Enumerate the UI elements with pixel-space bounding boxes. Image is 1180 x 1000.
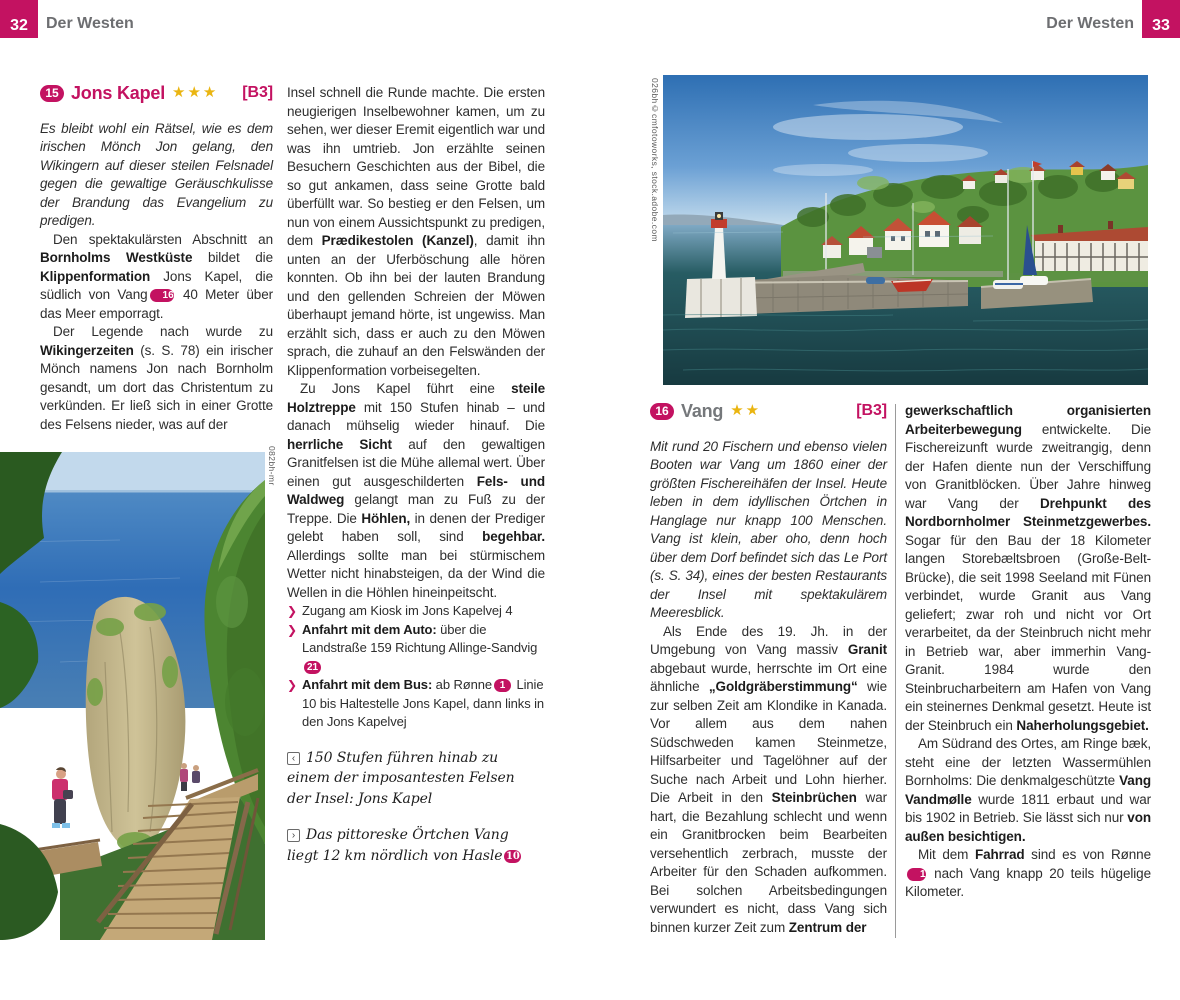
text-run: über die Landstraße 159 Richtung Allinge-Sandvig bbox=[302, 621, 538, 655]
text-run: Drehpunkt des Nordbornholmer Steinmetzgewerbes. bbox=[905, 495, 1152, 529]
text-run: Naherholungsgebiet. bbox=[1016, 717, 1149, 733]
right-page-column-2 bbox=[905, 402, 1151, 902]
text-run: , damit ihn unten an der Uferböschung alle hören konnten. Ob ihn bei der lauten Brandung und den gellenden Schreien der Möwen überhaupt jemand hörte, ist ungewiss. Man erzählt sich, dass er auch zu den Möwen sprach, die zuhauf an den Felswänden der Klippenformation vorbeisegelten. bbox=[287, 233, 545, 378]
grid-reference: [B3] bbox=[242, 84, 273, 101]
bushes-bottom-left bbox=[0, 824, 58, 940]
text-run: auf den gewaltigen Granitfelsen ist die Mühe allemal wert. Über einen gut ausgeschilderten bbox=[287, 436, 545, 489]
practical-info-text bbox=[302, 602, 545, 621]
text-run: Granit bbox=[847, 642, 887, 657]
text-run: „Goldgräberstimmung“ bbox=[708, 679, 858, 694]
practical-info-text bbox=[302, 676, 545, 732]
text-run: Linie 10 bis Haltestelle Jons Kapel, dann links in den Jons Kapelvej bbox=[302, 677, 545, 729]
bullet-arrow-icon: ❯ bbox=[287, 622, 297, 637]
walkers-on-path bbox=[180, 763, 200, 791]
map-locator-badge: 10 bbox=[505, 850, 520, 862]
left-page-column-2 bbox=[287, 84, 545, 866]
poi-title-vang bbox=[650, 402, 887, 421]
star-rating-icon: ★★★ bbox=[172, 84, 219, 101]
text-run: Jons Kapel, die südlich von Vang bbox=[40, 268, 273, 302]
map-locator-badge: 21 bbox=[304, 661, 321, 674]
paragraph bbox=[905, 735, 1151, 846]
caption-arrow-right-icon: › bbox=[287, 829, 300, 842]
paragraph bbox=[905, 402, 1151, 735]
practical-info-item bbox=[287, 621, 545, 677]
text-run: bildet die bbox=[192, 250, 273, 265]
hiker bbox=[52, 767, 73, 828]
paragraph bbox=[287, 84, 545, 380]
poi-number-badge: 16 bbox=[650, 403, 674, 420]
practical-info-text bbox=[302, 621, 545, 677]
text-run: Höhlen, bbox=[361, 510, 411, 526]
text-run: war hart, die Bezahlung schlecht und wenn ein Granitbrocken beim Bearbeiten versehentlich zerbrach, musste der Arbeiter für den Schaden aufkommen. Bei solchen Arbeitsbedingungen verwundert es nicht, dass Vang sich binnen kurzer Zeit zum bbox=[650, 790, 888, 935]
text-run: Der Legende nach wurde zu bbox=[53, 324, 273, 339]
page-number-box-left: 32 bbox=[0, 0, 38, 38]
text-run: Es bleibt wohl ein Rätsel, wie es dem irischen Mönch Jon gelang, den Wikingern auf dieser steilen Felsnadel gegen die gewaltige Geräuschkulisse der Brandung das Evangelium zu predigen. bbox=[40, 120, 273, 228]
jons-kapel-photo-image bbox=[0, 452, 265, 940]
text-run: Das pittoreske Örtchen Vang liegt 12 km nördlich von Hasle bbox=[287, 827, 509, 864]
caption-arrow-left-icon: ‹ bbox=[287, 752, 300, 765]
text-run: Prædikestolen (Kanzel) bbox=[321, 233, 474, 248]
text-run: entwickelte. Die Fischereizunft wurde zweitrangig, denn der Hafen diente nun der Verschiffung von Granitblöcken. Über Jahre hinweg war Vang der bbox=[905, 421, 1151, 511]
map-locator-badge: 16 bbox=[150, 289, 174, 302]
star-rating-icon: ★★ bbox=[730, 402, 762, 419]
text-run: 40 Meter über das Meer emporragt. bbox=[40, 287, 274, 321]
text-run: Insel schnell die Runde machte. Die ersten neugierigen Inselbewohner kamen, um zu sehen, wer dieser Eremit eigentlich war und was ihn umtrieb. Jon erzählte seinen Besuchern Geschichten aus der Bibel, die so gut ankamen, dass seine Grotte bald überfüllt war. So bestieg er den Felsen, um nun von einem Aussichtspunkt zu predigen, dem bbox=[287, 85, 545, 248]
text-run: Zentrum der bbox=[788, 919, 867, 935]
poi-number-badge: 15 bbox=[40, 85, 64, 102]
text-run: Wikingerzeiten bbox=[40, 342, 134, 358]
article-text bbox=[40, 120, 273, 435]
text-run: Zu Jons Kapel führt eine bbox=[300, 381, 512, 396]
practical-info-item bbox=[287, 602, 545, 621]
text-run: Den spektakulärsten Abschnitt an bbox=[53, 231, 273, 247]
text-run: Bornholms Westküste bbox=[40, 250, 193, 265]
vang-harbor-photo bbox=[663, 75, 1148, 385]
page-number-box-right: 33 bbox=[1142, 0, 1180, 38]
map-locator-badge: 1 bbox=[494, 679, 511, 692]
column-divider bbox=[895, 404, 896, 938]
text-run: Klippenformation bbox=[40, 268, 151, 284]
text-run: gelangt man zu Fuß zu der Treppe. Die bbox=[287, 492, 545, 526]
text-run: Mit dem bbox=[918, 847, 975, 862]
left-page-column-1 bbox=[40, 84, 273, 434]
text-run: wie zur selben Zeit am Klondike in Kanada. Vor allem aus dem nahen Südschweden kamen Steinmetze, Hilfsarbeiter und Tagelöhner auf der Suche nach Arbeit und Lohn hierher. Die Arbeit in den bbox=[650, 679, 888, 805]
bullet-arrow-icon: ❯ bbox=[287, 678, 297, 692]
poi-name: Vang bbox=[681, 401, 724, 421]
text-run: (s. S. 78) ein irischer Mönch namens Jon nach Bornholm gesandt, um dort das Christentum zu verkünden. Er ließ sich in einer Grotte des Felsens nieder, was auf der bbox=[40, 342, 273, 432]
text-run: Als Ende des 19. Jh. in der Umgebung von Vang massiv bbox=[650, 623, 887, 657]
practical-info-item bbox=[287, 676, 545, 732]
paragraph bbox=[287, 380, 545, 602]
article-text bbox=[650, 438, 887, 938]
text-run: Am Südrand des Ortes, am Ringe bæk, steht eine der letzten Wassermühlen Bornholms: Die denkmalgeschützte bbox=[905, 736, 1151, 788]
section-title-left: Der Westen bbox=[46, 15, 134, 32]
running-head-right bbox=[1046, 0, 1180, 38]
vang-harbor-photo-image bbox=[663, 75, 1148, 385]
text-run: Fahrrad bbox=[974, 847, 1025, 862]
text-run: Anfahrt mit dem Auto: bbox=[302, 621, 437, 637]
section-title-right: Der Westen bbox=[1046, 15, 1134, 32]
text-run: von außen besichtigen. bbox=[905, 810, 1151, 844]
text-run: Zugang am Kiosk im Jons Kapelvej 4 bbox=[302, 603, 513, 618]
lead-paragraph bbox=[650, 438, 887, 623]
text-run: steile Holztreppe bbox=[287, 381, 545, 415]
map-locator-badge: 1 bbox=[907, 868, 926, 881]
jons-kapel-photo bbox=[0, 452, 265, 940]
text-run: ab Rønne bbox=[432, 677, 492, 692]
text-run: Sogar für den Bau der 18 Kilometer langen Storebæltsbroen (Große-Belt-Brücke), die seit 1998 Seeland mit Fünen verbindet, wurde Granit aus Vang geliefert; zwar roh und nicht vor Ort verarbeitet, da der Steinbruch nicht mehr in Betrieb war, aber immerhin Vang-Granit. 1984 wurde den Steinbrucharbeitern am Hafen von Vang ein steinernes Denkmal gesetzt. Heute ist der Steinbruch ein bbox=[905, 532, 1151, 733]
text-run: Anfahrt mit dem Bus: bbox=[302, 677, 433, 692]
text-run: abgebaut wurde, herrschte im Ort eine ähnliche bbox=[650, 660, 887, 694]
text-run: wurde 1811 erbaut und war bis 1902 in Betrieb. Sie lässt sich nur bbox=[905, 791, 1151, 825]
lead-paragraph bbox=[40, 120, 273, 231]
text-run: gewerkschaftlich organisierten Arbeiterbewegung bbox=[905, 403, 1151, 437]
right-page-column-1 bbox=[650, 402, 887, 937]
paragraph bbox=[40, 323, 273, 434]
text-run: Fels- und Waldweg bbox=[287, 473, 545, 507]
text-run: sind es von Rønne bbox=[1024, 847, 1152, 862]
text-run: Steinbrüchen bbox=[771, 790, 857, 805]
text-run: in denen der Prediger gelebt haben soll, sind bbox=[287, 510, 545, 544]
text-run: 150 Stufen führen hinab zu einem der imposantesten Felsen der Insel: Jons Kapel bbox=[287, 749, 515, 807]
photo-credit-right: 026bh©cmfotoworks, stock.adobe.com bbox=[650, 78, 660, 242]
photo-caption bbox=[287, 825, 545, 866]
poi-title-jons-kapel bbox=[40, 84, 273, 103]
photo-credit-left: 082bh-mr bbox=[267, 446, 277, 486]
poi-name: Jons Kapel bbox=[71, 83, 166, 103]
text-run: nach Vang knapp 20 teils hügelige Kilometer. bbox=[905, 865, 1151, 899]
text-run: Vang Vandmølle bbox=[905, 773, 1151, 807]
text-run: herrliche Sicht bbox=[287, 436, 392, 452]
bullet-arrow-icon: ❯ bbox=[287, 604, 297, 618]
paragraph bbox=[905, 846, 1151, 902]
text-run: Mit rund 20 Fischern und ebenso vielen Booten war Vang um 1860 einer der größten Fischereihäfen der Insel. Heute leben in dem idyllischen Örtchen in Hanglage nur knapp 100 Menschen. Vang ist klein, aber oho, denn hoch über dem Dorf befindet sich das Le Port (s. S. 34), eines der besten Restaurants der Insel mit spektakulärem Meeresblick. bbox=[650, 438, 887, 620]
paragraph bbox=[650, 623, 887, 938]
text-run: Allerdings sollte man bei stürmischem Wetter nicht hinabsteigen, da der Wind die Wellen in die Höhlen hineinpeitscht. bbox=[287, 547, 545, 600]
text-run: begehbar. bbox=[482, 529, 545, 544]
text-run: mit 150 Stufen hinab – und danach mühselig wieder hinauf. Die bbox=[287, 399, 545, 433]
photo-caption bbox=[287, 748, 545, 810]
paragraph bbox=[40, 231, 273, 324]
grid-reference: [B3] bbox=[856, 402, 887, 419]
running-head-left bbox=[0, 0, 134, 38]
